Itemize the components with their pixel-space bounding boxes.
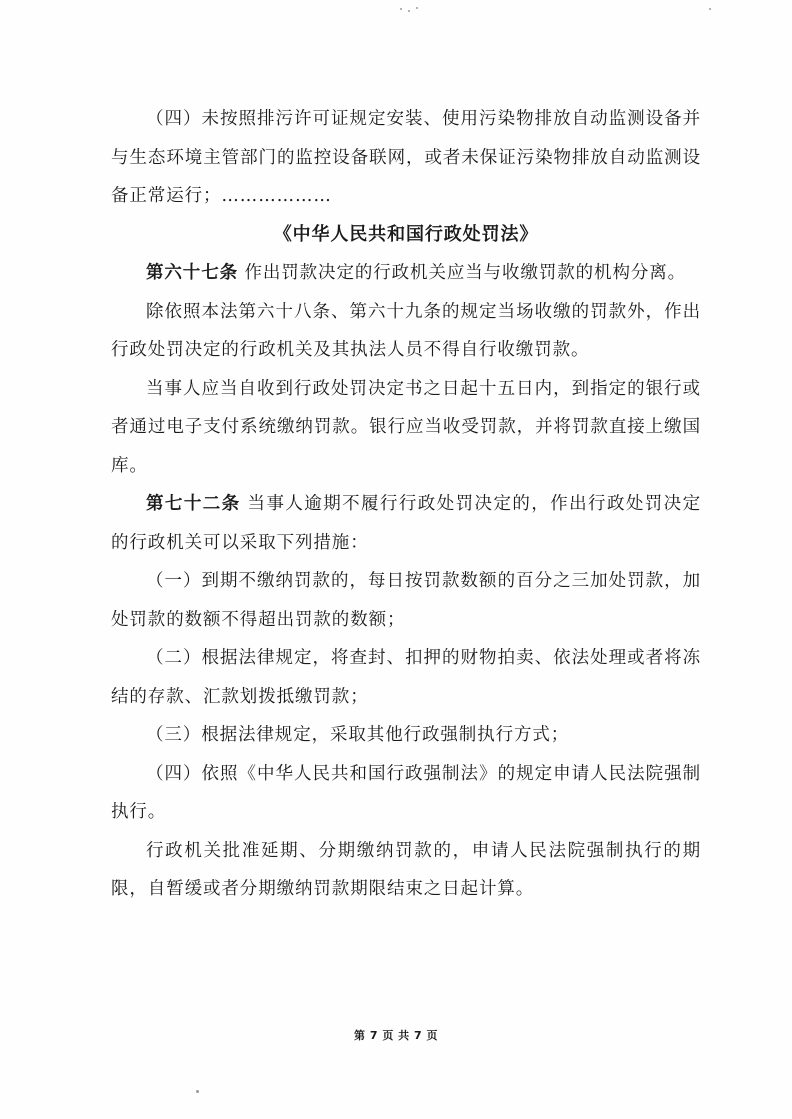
page-number-footer: 第 7 页 共 7 页 xyxy=(354,1029,438,1042)
article-67-paragraph xyxy=(111,254,701,293)
article-67-third-paragraph: 当事人应当自收到行政处罚决定书之日起十五日内，到指定的银行或者通过电子支付系统缴纳罚款。银行应当收受罚款，并将罚款直接上缴国库。 xyxy=(111,378,701,476)
document-body xyxy=(111,100,701,909)
article-72-second-paragraph: 行政机关批准延期、分期缴纳罚款的，申请人民法院强制执行的期限，自暂缓或者分期缴纳罚款期限结束之日起计算。 xyxy=(111,840,701,899)
article-72-paragraph xyxy=(111,485,701,562)
clause-four-paragraph: （四）未按照排污许可证规定安装、使用污染物排放自动监测设备并与生态环境主管部门的监控设备联网，或者未保证污染物排放自动监测设备正常运行；……………… xyxy=(111,109,701,206)
article-72-label: 第七十二条 xyxy=(146,494,241,514)
article-72-item-one: （一）到期不缴纳罚款的，每日按罚款数额的百分之三加处罚款，加处罚款的数额不得超出罚款的数额； xyxy=(111,571,701,630)
scan-speck xyxy=(400,8,402,10)
scan-speck xyxy=(408,10,410,12)
scan-speck xyxy=(196,1090,199,1093)
scan-speck xyxy=(416,7,418,9)
article-67-second-paragraph: 除依照本法第六十八条、第六十九条的规定当场收缴的罚款外，作出行政处罚决定的行政机关及其执法人员不得自行收缴罚款。 xyxy=(111,301,701,360)
scan-speck xyxy=(709,8,711,10)
law-title: 《中华人民共和国行政处罚法》 xyxy=(273,223,539,245)
article-67-label: 第六十七条 xyxy=(146,263,238,283)
article-72-text: 当事人逾期不履行行政处罚决定的，作出行政处罚决定的行政机关可以采取下列措施： xyxy=(111,494,702,553)
article-72-item-four: （四）依照《中华人民共和国行政强制法》的规定申请人民法院强制执行。 xyxy=(111,763,701,822)
article-67-text: 作出罚款决定的行政机关应当与收缴罚款的机构分离。 xyxy=(238,263,687,283)
article-72-item-two: （二）根据法律规定，将查封、扣押的财物拍卖、依法处理或者将冻结的存款、汇款划拨抵缴罚款； xyxy=(111,648,701,707)
article-72-item-three: （三）根据法律规定，采取其他行政强制执行方式； xyxy=(146,725,570,745)
